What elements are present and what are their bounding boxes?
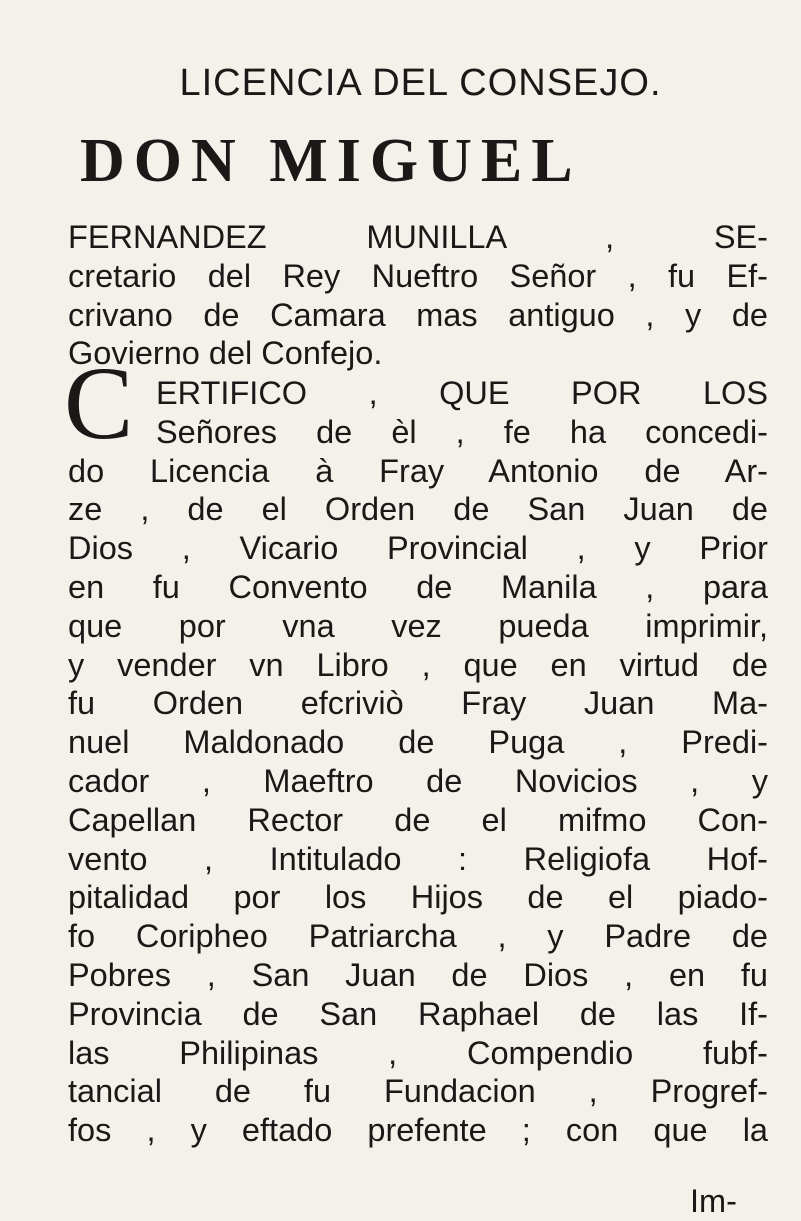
body-line: ERTIFICO , QUE POR LOS <box>156 375 768 411</box>
body-line: en fu Convento de Manila , para <box>68 568 768 605</box>
catchword: Im- <box>690 1183 737 1219</box>
body-line: nuel Maldonado de Puga , Predi- <box>68 724 768 761</box>
intro-line: FERNANDEZ MUNILLA , SE- <box>68 219 768 255</box>
body-line: Provincia de San Raphael de las If- <box>68 995 768 1032</box>
intro-line: crivano de Camara mas antiguo , y de <box>68 296 768 333</box>
name-heading: DON MIGUEL <box>80 127 582 195</box>
body-line: fu Orden efcriviò Fray Juan Ma- <box>68 685 768 722</box>
body-line: Señores de èl , fe ha concedi- <box>156 413 768 450</box>
body-line: y vender vn Libro , que en virtud de <box>68 646 768 683</box>
body-line: pitalidad por los Hijos de el piado- <box>68 879 768 916</box>
body-line: do Licencia à Fray Antonio de Ar- <box>68 452 768 489</box>
dropcap-letter: C <box>64 346 134 461</box>
body-line: Pobres , San Juan de Dios , en fu <box>68 956 768 993</box>
body-line: fos , y eftado prefente ; con que la <box>68 1112 768 1149</box>
body-line: cador , Maeftro de Novicios , y <box>68 762 768 799</box>
body-line: que por vna vez pueda imprimir, <box>68 607 768 644</box>
body-line: Capellan Rector de el mifmo Con- <box>68 801 768 838</box>
body-line: las Philipinas , Compendio fubf- <box>68 1034 768 1071</box>
body-line: tancial de fu Fundacion , Progref- <box>68 1073 768 1110</box>
body-line: ze , de el Orden de San Juan de <box>68 491 768 528</box>
intro-paragraph <box>68 218 768 373</box>
intro-line: Govierno del Confejo. <box>68 335 383 372</box>
body-line: vento , Intitulado : Religiofa Hof- <box>68 840 768 877</box>
body-line: Dios , Vicario Provincial , y Prior <box>68 530 768 567</box>
intro-line: cretario del Rey Nueftro Señor , fu Ef- <box>68 257 768 294</box>
certification-paragraph <box>68 374 768 1150</box>
body-line: fo Coripheo Patriarcha , y Padre de <box>68 918 768 955</box>
running-head: LICENCIA DEL CONSEJO. <box>179 62 662 104</box>
